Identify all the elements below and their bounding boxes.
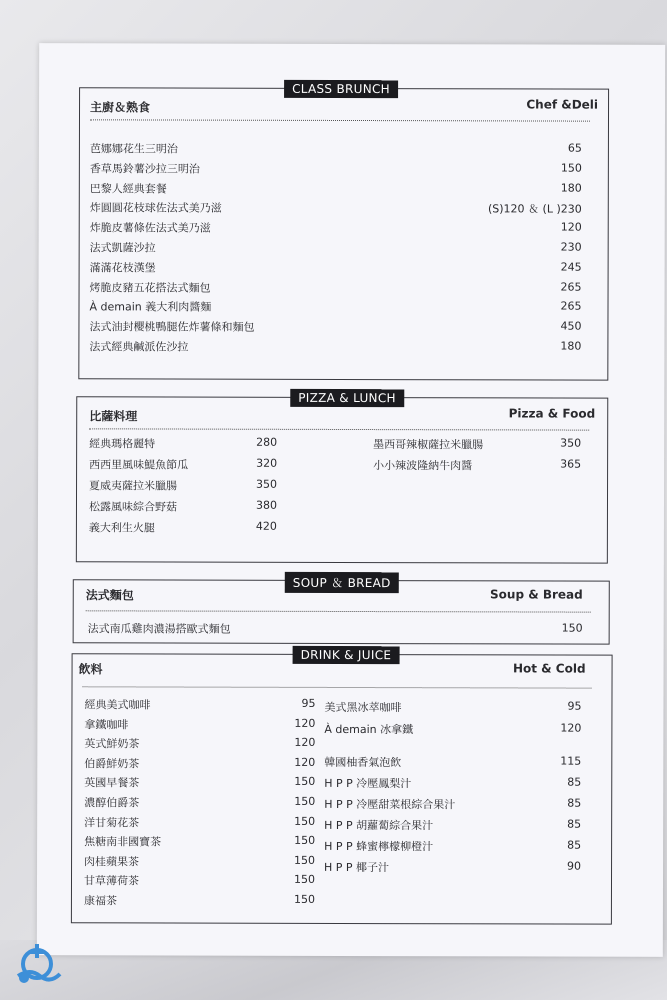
drink-item-price: 150 bbox=[294, 834, 316, 848]
drink-item-price: 120 bbox=[294, 755, 316, 769]
drink-item-price: 120 bbox=[294, 736, 316, 750]
brunch-item-name: 巴黎人經典套餐 bbox=[89, 181, 167, 196]
drink-item-price: 85 bbox=[567, 838, 582, 852]
drink-item-price: 115 bbox=[560, 754, 582, 768]
soup-item-price: 150 bbox=[561, 621, 583, 635]
brunch-item-name: 法式油封櫻桃鴨腿佐炸薯條和麵包 bbox=[89, 320, 255, 334]
pizza-item-name: 墨西哥辣椒薩拉米臘腸 bbox=[373, 438, 484, 452]
drink-item-name: 肉桂蘋果茶 bbox=[84, 855, 140, 869]
drink-item-name: H P P 椰子汁 bbox=[324, 860, 390, 875]
drink-item-price: 95 bbox=[567, 699, 582, 713]
pizza-tag: PIZZA & LUNCH bbox=[290, 389, 404, 407]
pizza-item-name: 小小辣波隆納牛肉醬 bbox=[373, 459, 473, 473]
pizza-divider bbox=[89, 428, 589, 430]
brunch-item-name: À demain 義大利肉醬麵 bbox=[89, 300, 212, 315]
pizza-subtitle: Pizza & Food bbox=[508, 406, 596, 421]
drink-item-name: 濃醇伯爵茶 bbox=[84, 796, 140, 810]
drink-item-name: 美式黑冰萃咖啡 bbox=[324, 700, 402, 715]
drink-item-price: 150 bbox=[293, 892, 315, 906]
brunch-item-price: 245 bbox=[560, 260, 582, 274]
drink-item-name: 英式鮮奶茶 bbox=[84, 737, 140, 751]
drink-item-price: 150 bbox=[294, 853, 316, 867]
drink-item-price: 150 bbox=[294, 794, 316, 808]
drink-item-name: 洋甘菊花茶 bbox=[84, 815, 140, 830]
brunch-item-price: 150 bbox=[560, 161, 582, 175]
brunch-item-name: 烤脆皮豬五花搭法式麵包 bbox=[89, 280, 211, 295]
drink-item-name: 經典美式咖啡 bbox=[84, 698, 151, 712]
brunch-item-name: 法式凱薩沙拉 bbox=[89, 241, 156, 255]
drink-item-name: 焦糖南非國寶茶 bbox=[84, 835, 162, 849]
drink-item-name: 伯爵鮮奶茶 bbox=[84, 757, 140, 771]
drink-item-name: 拿鐵咖啡 bbox=[84, 717, 129, 732]
drink-item-name: 英國早餐茶 bbox=[84, 776, 140, 790]
drink-item-price: 85 bbox=[567, 775, 582, 789]
pizza-item-price: 380 bbox=[255, 498, 278, 512]
soup-subtitle: Soup & Bread bbox=[490, 587, 583, 602]
drink-title: 飲料 bbox=[78, 662, 103, 677]
drink-item-name: H P P 胡蘿蔔綜合果汁 bbox=[324, 818, 434, 833]
soup-divider bbox=[86, 610, 591, 612]
brunch-item-price: 180 bbox=[560, 339, 582, 353]
pizza-item-name: 經典瑪格麗特 bbox=[89, 437, 156, 451]
brunch-item-price: 265 bbox=[560, 299, 582, 313]
drink-tag: DRINK & JUICE bbox=[293, 646, 400, 664]
pizza-item-price: 320 bbox=[256, 456, 278, 470]
drink-item-name: 康福茶 bbox=[83, 894, 117, 908]
soup-item-name: 法式南瓜雞肉濃湯搭歐式麵包 bbox=[87, 622, 231, 636]
brunch-item-price: 265 bbox=[560, 280, 582, 294]
pizza-item-price: 350 bbox=[560, 436, 582, 450]
pizza-item-price: 280 bbox=[256, 435, 278, 449]
drink-item-price: 150 bbox=[294, 775, 316, 789]
drink-item-name: 甘草薄荷茶 bbox=[83, 874, 140, 888]
brunch-item-price: 230 bbox=[560, 240, 582, 254]
drink-item-price: 85 bbox=[567, 796, 582, 810]
drink-item-name: 韓國柚香氣泡飲 bbox=[324, 755, 402, 770]
pizza-section bbox=[76, 390, 608, 563]
soup-tag: SOUP ＆ BREAD bbox=[285, 572, 399, 593]
brunch-item-price: 180 bbox=[560, 181, 582, 195]
brunch-item-name: 滿滿花枝漢堡 bbox=[89, 261, 156, 275]
drink-item-name: H P P 冷壓甜菜根綜合果汁 bbox=[324, 797, 456, 812]
watermark-logo-icon bbox=[10, 938, 64, 986]
pizza-item-name: 西西里風味鯷魚節瓜 bbox=[89, 458, 189, 472]
pizza-item-name: 義大利生火腿 bbox=[88, 521, 155, 535]
soup-section bbox=[73, 575, 610, 644]
brunch-item-price: (S)120 ＆ (L )230 bbox=[487, 202, 582, 216]
pizza-item-price: 350 bbox=[256, 477, 278, 491]
drink-section bbox=[71, 647, 613, 924]
brunch-item-name: 香草馬鈴薯沙拉三明治 bbox=[89, 162, 200, 176]
soup-title: 法式麵包 bbox=[85, 588, 134, 603]
brunch-item-name: 炸圓圓花枝球佐法式美乃滋 bbox=[89, 201, 222, 216]
pizza-item-name: 夏威夷薩拉米臘腸 bbox=[89, 479, 178, 493]
brunch-tag: CLASS BRUNCH bbox=[284, 80, 398, 98]
brunch-item-name: 法式經典鹹派佐沙拉 bbox=[89, 340, 189, 354]
brunch-divider bbox=[90, 119, 590, 121]
drink-subtitle: Hot & Cold bbox=[512, 661, 586, 676]
pizza-title: 比薩料理 bbox=[89, 409, 138, 424]
brunch-item-price: 450 bbox=[560, 319, 582, 333]
pizza-item-name: 松露風味綜合野菇 bbox=[88, 500, 177, 514]
brunch-item-price: 120 bbox=[560, 220, 582, 234]
brunch-subtitle: Chef &Deli bbox=[526, 97, 599, 112]
drink-item-price: 120 bbox=[560, 721, 582, 735]
brunch-section bbox=[78, 81, 609, 380]
brunch-item-name: 芭娜娜花生三明治 bbox=[89, 142, 178, 156]
drink-item-price: 95 bbox=[301, 696, 316, 710]
brunch-item-price: 65 bbox=[567, 141, 582, 155]
drink-item-name: H P P 冷壓鳳梨汁 bbox=[324, 776, 412, 791]
pizza-item-price: 420 bbox=[255, 519, 277, 533]
drink-item-price: 150 bbox=[294, 814, 316, 828]
brunch-item-name: 炸脆皮薯條佐法式美乃滋 bbox=[89, 221, 211, 235]
pizza-item-price: 365 bbox=[560, 457, 582, 471]
brunch-title: 主廚＆熟食 bbox=[90, 100, 151, 115]
drink-item-price: 120 bbox=[294, 716, 316, 730]
drink-item-name: H P P 蜂蜜檸檬柳橙汁 bbox=[324, 839, 434, 854]
drink-item-name: À demain 冰拿鐵 bbox=[324, 722, 414, 737]
drink-item-price: 85 bbox=[567, 817, 582, 831]
drink-divider bbox=[83, 686, 592, 688]
drink-item-price: 150 bbox=[293, 873, 316, 887]
menu-sheet bbox=[37, 43, 665, 957]
drink-item-price: 90 bbox=[567, 859, 582, 873]
